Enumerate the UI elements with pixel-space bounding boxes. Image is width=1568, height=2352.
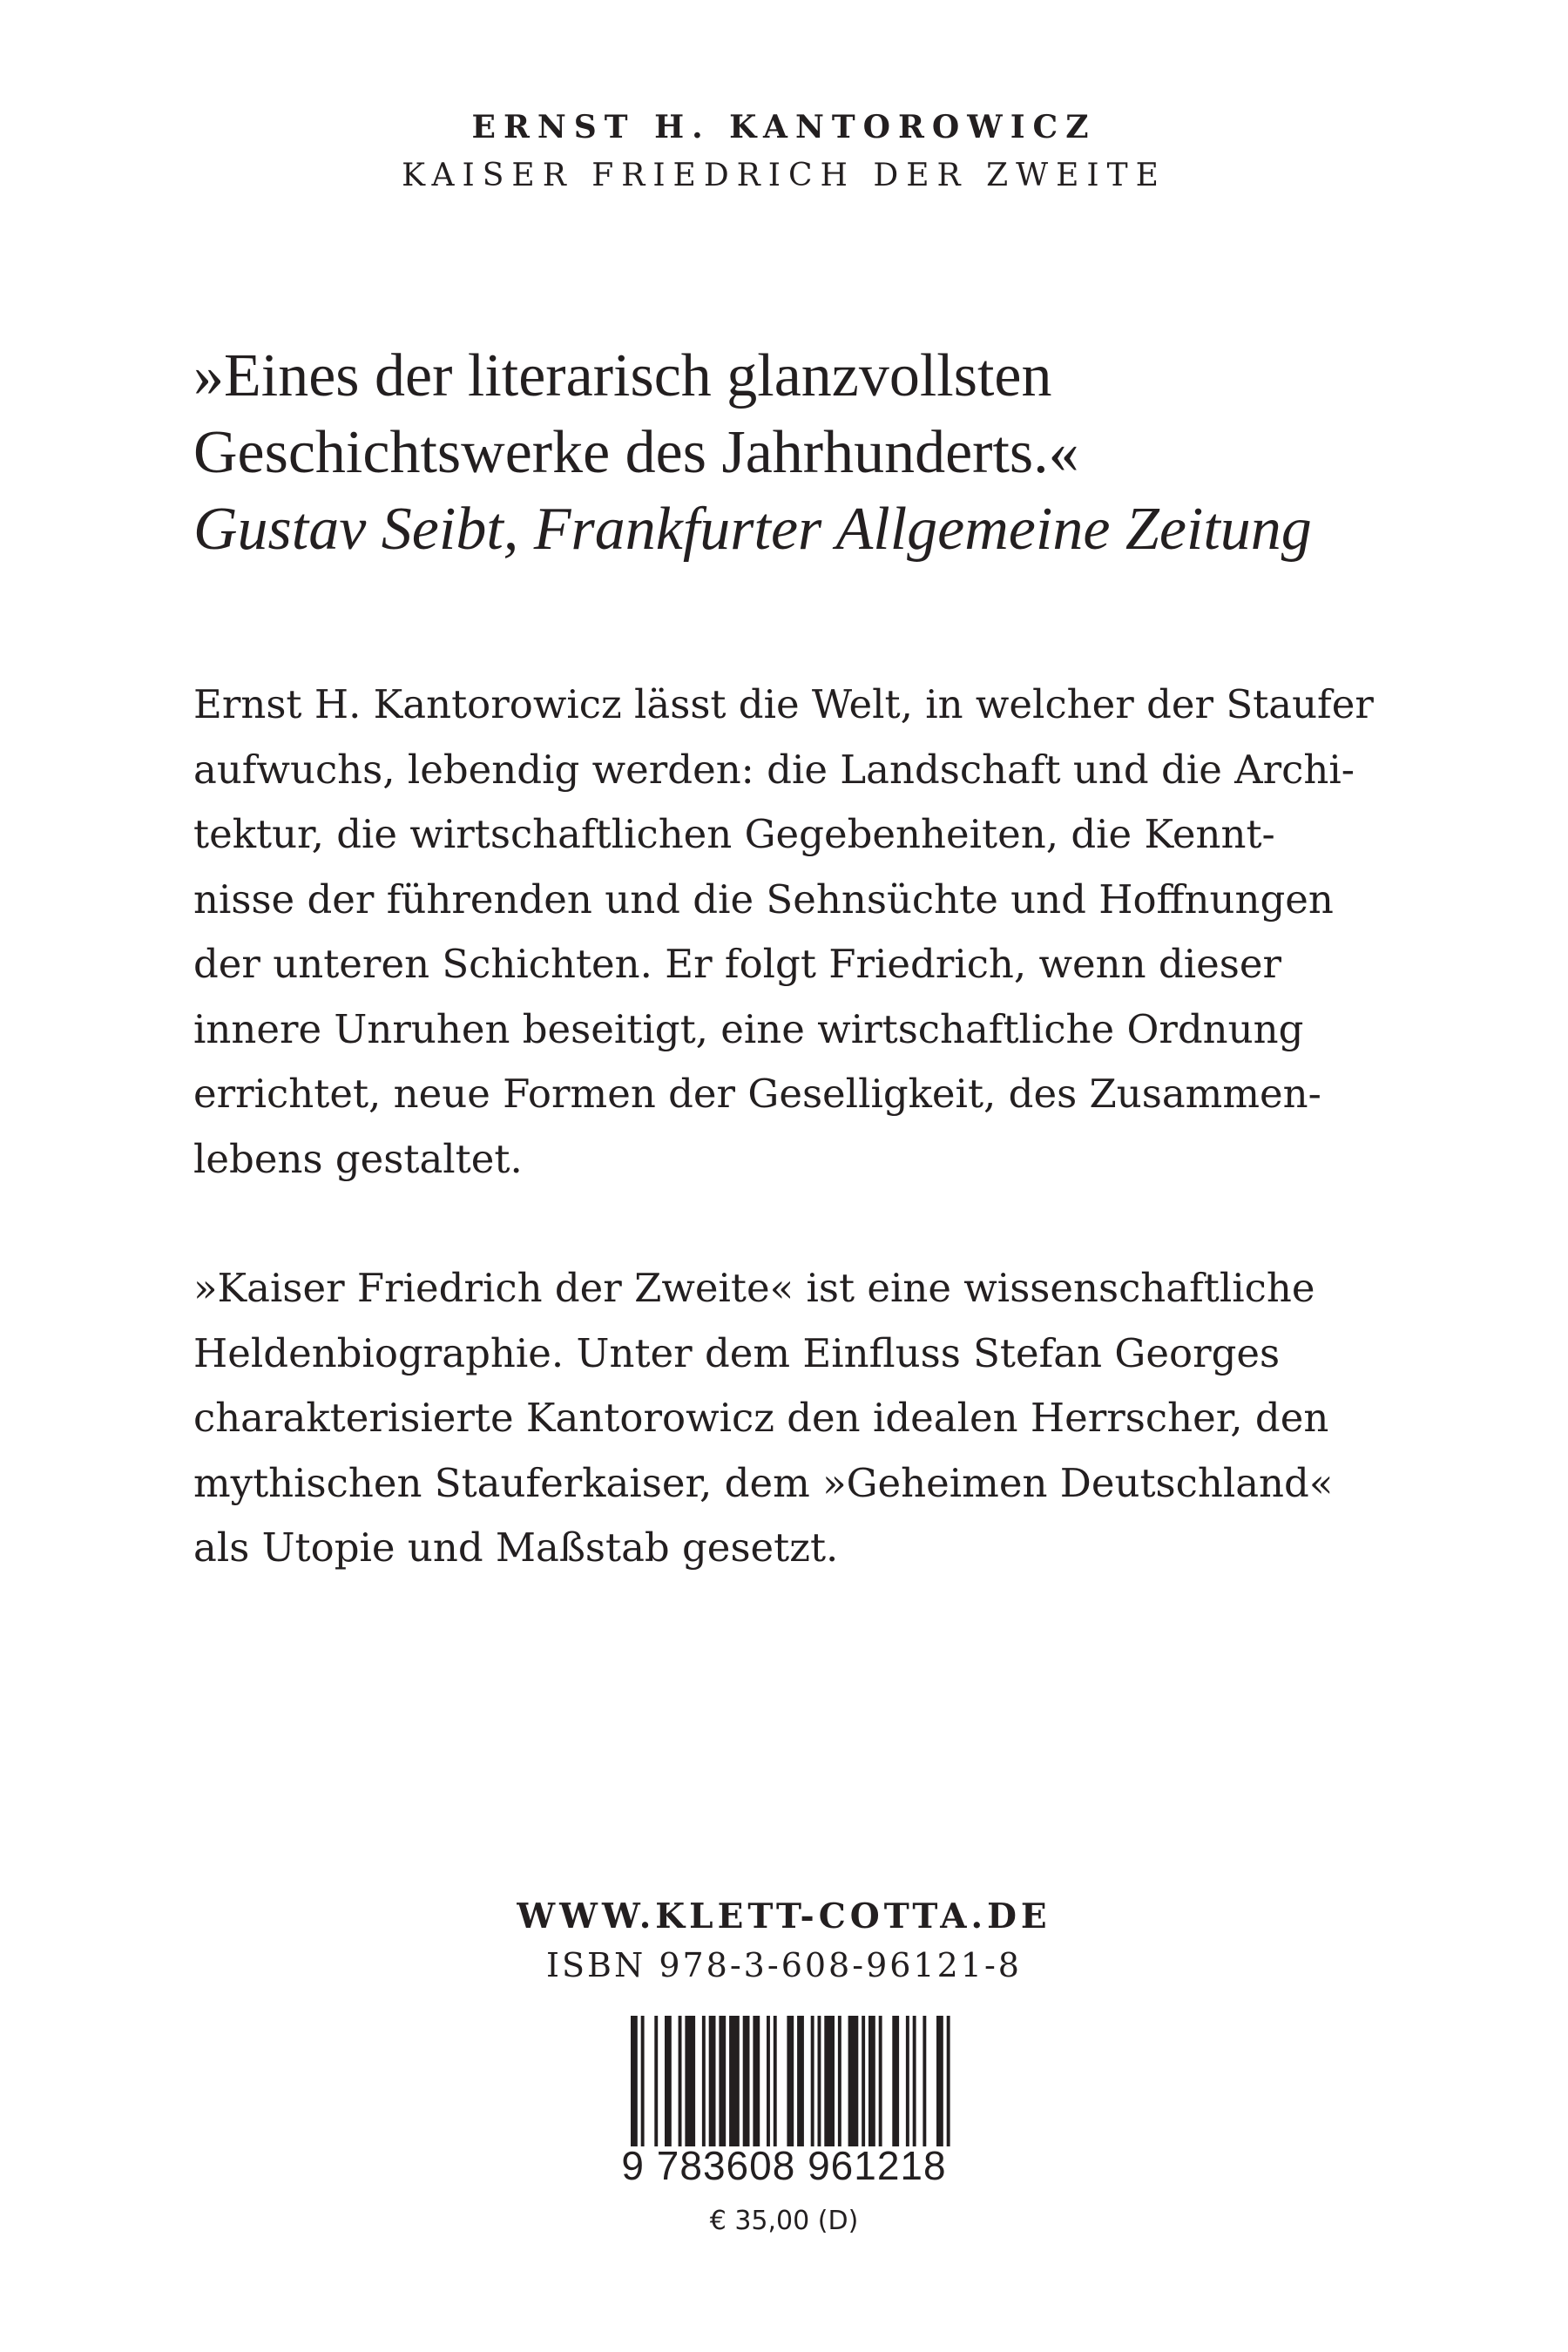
barcode-bar: [665, 2016, 672, 2146]
quote-source: Gustav Seibt, Frankfurter Allgemeine Zeitung: [193, 496, 1312, 563]
barcode-bar: [818, 2016, 821, 2146]
barcode-bar: [641, 2016, 645, 2146]
text-line: tektur, die wirtschaftlichen Gegebenheiten, die Kennt-: [193, 811, 1275, 857]
barcode-bar: [787, 2016, 794, 2146]
text-line: Ernst H. Kantorowicz lässt die Welt, in welcher der Staufer: [193, 681, 1374, 727]
press-quote: [193, 338, 1413, 568]
description-paragraph: [193, 672, 1413, 1192]
publisher-footer: [0, 1892, 1568, 1990]
text-line: mythischen Stauferkaiser, dem »Geheimen Deutschland«: [193, 1459, 1334, 1506]
barcode-bar: [753, 2016, 760, 2146]
barcode-bar: [654, 2016, 658, 2146]
barcode-bar: [824, 2016, 835, 2146]
barcode-bar: [709, 2016, 716, 2146]
barcode-bar: [774, 2016, 777, 2146]
barcode-bar: [838, 2016, 841, 2146]
barcode-bar: [848, 2016, 859, 2146]
text-line: errichtet, neue Formen der Geselligkeit, des Zusammen-: [193, 1071, 1321, 1117]
barcode-bar: [862, 2016, 865, 2146]
barcode-bar: [679, 2016, 682, 2146]
publisher-website: WWW.KLETT-COTTA.DE: [517, 1896, 1051, 1936]
barcode-bar: [936, 2016, 943, 2146]
author-name: ERNST H. KANTOROWICZ: [471, 109, 1097, 145]
blurb-content: [193, 338, 1413, 1646]
price: € 35,00 (D): [709, 2206, 859, 2236]
barcode-bar: [923, 2016, 926, 2146]
barcode-bar: [767, 2016, 770, 2146]
description-paragraph: [193, 1256, 1413, 1581]
barcode-bar: [906, 2016, 909, 2146]
barcode-bar: [811, 2016, 814, 2146]
text-line: der unteren Schichten. Er folgt Friedrich, wenn dieser: [193, 941, 1281, 987]
barcode-bar: [913, 2016, 916, 2146]
quote-line: Geschichtswerke des Jahrhunderts.«: [193, 419, 1079, 486]
barcode-bar: [879, 2016, 882, 2146]
text-line: als Utopie und Maßstab gesetzt.: [193, 1524, 839, 1571]
barcode-bar: [868, 2016, 875, 2146]
text-line: innere Unruhen beseitigt, eine wirtschaftliche Ordnung: [193, 1005, 1304, 1052]
text-line: »Kaiser Friedrich der Zweite« ist eine wissenschaftliche: [193, 1265, 1315, 1311]
text-line: charakterisierte Kantorowicz den idealen Herrscher, den: [193, 1395, 1329, 1441]
text-line: lebens gestaltet.: [193, 1135, 523, 1182]
barcode-digits: 9 783608 961218: [621, 2143, 947, 2188]
barcode-bar: [702, 2016, 706, 2146]
barcode-bar: [685, 2016, 695, 2146]
barcode-bar: [743, 2016, 750, 2146]
barcode-icon: [627, 2016, 958, 2146]
barcode-bar: [797, 2016, 804, 2146]
description: [193, 672, 1413, 1581]
cover-header: [0, 103, 1568, 200]
text-line: aufwuchs, lebendig werden: die Landschaft und die Archi-: [193, 746, 1355, 793]
isbn-number: ISBN 978-3-608-96121-8: [546, 1946, 1022, 1984]
barcode-bar: [719, 2016, 726, 2146]
barcode-bar: [631, 2016, 638, 2146]
text-line: Heldenbiographie. Unter dem Einfluss Stefan Georges: [193, 1329, 1281, 1376]
barcode-bar: [947, 2016, 950, 2146]
barcode-bar: [729, 2016, 740, 2146]
barcode-bar: [892, 2016, 899, 2146]
book-title: KAISER FRIEDRICH DER ZWEITE: [402, 158, 1166, 193]
quote-line: »Eines der literarisch glanzvollsten: [193, 342, 1052, 409]
text-line: nisse der führenden und die Sehnsüchte und Hoffnungen: [193, 875, 1334, 923]
